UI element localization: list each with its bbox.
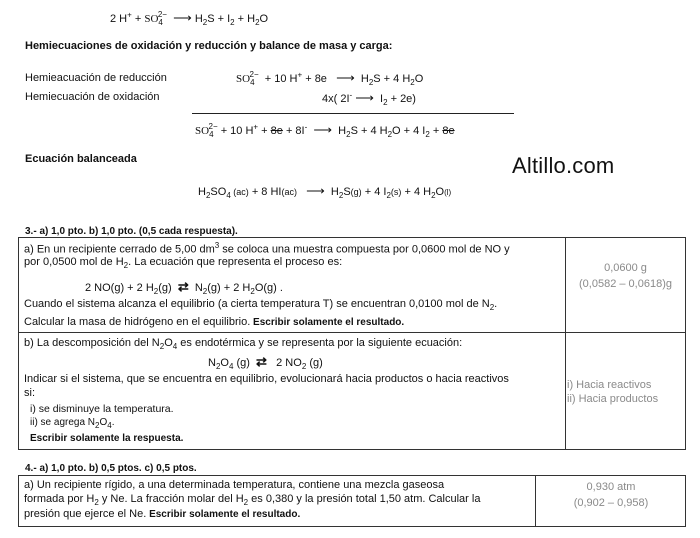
q3a-line2a-sub: 2 [123, 261, 129, 271]
q4a-answer [536, 479, 686, 511]
q3b-item2-sub1: 2 [95, 421, 100, 430]
q4a-answer-value: 0,930 atm [586, 481, 636, 493]
sum-so4: SO [195, 125, 210, 137]
bal-h2o-sub: 2 [431, 191, 436, 201]
q3a-line4-text: Calcular la masa de hidrógeno en el equilibrio. [24, 316, 251, 328]
q3a-line3a-sub: 2 [489, 303, 495, 313]
sum-p7-strike: 8e [442, 125, 455, 137]
top-eq-rhs-b-sub: 2 [230, 18, 235, 28]
q4a-line2b: y Ne. La fracción molar del H [98, 493, 244, 505]
q3b-line3: si: [24, 387, 35, 399]
q3a-eq-a-sub: 2 [153, 287, 159, 297]
sum-p5-sub: 2 [387, 130, 393, 140]
q4a-answer-range: (0,902 – 0,958) [573, 497, 649, 509]
q3b-eq-e: (g) [306, 357, 323, 369]
q3a-eq-c-sub: 2 [202, 287, 208, 297]
q3a-equation [85, 279, 283, 296]
q3b-item2b: O [99, 417, 108, 428]
bal-plus3: + 4 H [401, 186, 432, 198]
sum-so4-sub: 4 [209, 130, 214, 140]
top-eq-rhs-c-sub: 2 [255, 18, 260, 28]
q3b-eq-c: (g) [233, 357, 250, 369]
sum-equation [195, 122, 455, 139]
reduction-label: Hemieacuación de reducción [25, 72, 167, 84]
q3a-eq-d: (g) + 2 H [207, 282, 251, 294]
q3a-line3b: . [494, 298, 498, 310]
q3a-eq-d-sub: 2 [250, 287, 255, 297]
q3a-line1b: se coloca una muestra compuesta por 0,0600 mol de NO y [219, 243, 510, 256]
q3a-answer-value: 0,0600 g [604, 262, 647, 274]
red-part4-sub: 2 [410, 78, 415, 88]
bal-so: SO [210, 186, 227, 198]
bal-h2o-state: (l) [444, 188, 452, 197]
top-eq-rhs-c: + H [234, 13, 256, 25]
q3b-eq-b: O [220, 357, 229, 369]
q3b-item1: i) se disminuye la temperatura. [30, 403, 174, 415]
q3b-eq-d: 2 NO [276, 357, 302, 369]
q3a-line2 [24, 256, 342, 270]
top-eq-lhs: 2 H [110, 13, 128, 25]
q3b-equation [208, 354, 323, 371]
q3b-line1 [24, 337, 462, 351]
q3b-eq-a-sub: 2 [215, 362, 221, 372]
ox-c: + 2e) [387, 93, 416, 105]
q4a-line3-text: presión que ejerce el Ne. [24, 508, 147, 520]
ox-arrow: ⟶ [355, 90, 374, 105]
top-eq-rhs-d: O [259, 13, 269, 25]
oxidation-equation [322, 90, 416, 107]
q3-row-divider [18, 332, 686, 333]
q3a-eq-c: N [194, 282, 203, 294]
q3b-line2: Indicar si el sistema, que se encuentra en equilibrio, evolucionará hacia productos o hacia reactivos [24, 373, 509, 385]
top-eq-rhs-b: S + I [207, 13, 231, 25]
red-so4-sub: 4 [250, 78, 255, 88]
q3b-line1a-sub: 2 [159, 342, 165, 352]
bal-i2-state: (s) [390, 187, 402, 197]
q3b-eq-b-sub: 4 [228, 362, 234, 372]
balanced-equation [198, 183, 451, 200]
q4a-line2b-sub: 2 [243, 498, 249, 508]
bal-arrow: ⟶ [306, 183, 325, 198]
sum-p6: O + 4 I [392, 125, 426, 137]
top-eq-arrow: ⟶ [173, 10, 192, 25]
q3a-line3a: Cuando el sistema alcanza el equilibrio (a cierta temperatura T) se encuentran 0,0100 mol de N [24, 298, 490, 310]
top-eq-so4-sup: 2− [157, 10, 167, 20]
q4a-line2a-sub: 2 [94, 498, 99, 508]
q4a-line2a: formada por H [24, 493, 95, 505]
ox-a: 4x( 2I [322, 93, 350, 105]
q3a-line4 [24, 316, 404, 328]
bal-h2o-rest: O [435, 186, 445, 198]
q3b-line1c: es endotérmica y se representa por la siguiente ecuación: [177, 337, 463, 349]
oxidation-label: Hemiecuación de oxidación [25, 91, 160, 103]
sum-p7: + [429, 125, 443, 137]
q4a-line2c: es 0,380 y la presión total 1,50 atm. Calcular la [248, 493, 481, 505]
q3a-line1a-sup: 3 [214, 241, 220, 250]
top-eq-plus: + [131, 13, 145, 25]
sum-p5: S + 4 H [350, 125, 388, 137]
bal-h2s-sub: 2 [338, 191, 344, 201]
sum-p4: H [338, 125, 347, 137]
balanced-heading: Ecuación balanceada [25, 153, 137, 165]
sum-divider [192, 113, 514, 114]
q3a-eq-e: O(g) . [254, 282, 283, 294]
q4-heading: 4.- a) 1,0 pto. b) 0,5 ptos. c) 0,5 ptos. [25, 463, 197, 474]
top-eq-rhs-a-sub: 2 [202, 18, 208, 28]
q3b-instruction: Escribir solamente la respuesta. [30, 433, 184, 444]
ox-a-sup: - [349, 90, 353, 100]
reduction-equation [236, 70, 423, 87]
bal-so-state: (ac) [230, 187, 249, 197]
brand-watermark: Altillo.com [512, 153, 615, 178]
ox-b-sub: 2 [383, 98, 388, 108]
red-so4: SO [236, 73, 251, 85]
q3b-line1a: b) La descomposición del N [24, 337, 160, 349]
q3b-item2 [30, 417, 115, 430]
sum-p6-sub: 2 [425, 130, 430, 140]
bal-i2-sub: 2 [386, 191, 391, 201]
bal-h2s-rest: S [343, 186, 351, 198]
q4a-line1: a) Un recipiente rígido, a una determinada temperatura, contiene una mezcla gaseosa [24, 479, 445, 491]
q3a-line4-bold: Escribir solamente el resultado. [250, 317, 405, 328]
sum-p2: + [258, 125, 271, 137]
bal-hi-state: (ac) [281, 187, 297, 197]
bal-h2s: H [330, 186, 339, 198]
q3b-answer1: i) Hacia reactivos [567, 379, 652, 391]
q3a-line1 [24, 241, 510, 256]
bal-h2s-state: (g) [350, 187, 362, 197]
bal-h: H [198, 186, 206, 198]
red-part1-sup: + [297, 70, 303, 80]
q3b-eq-a: N [208, 357, 216, 369]
q4a-line3-bold: Escribir solamente el resultado. [146, 509, 301, 520]
bal-plus1: + 8 HI [248, 186, 282, 198]
red-part2: + 8e [302, 73, 327, 85]
red-part3-sub: 2 [368, 78, 374, 88]
q3a-line2a: por 0,0500 mol de H [24, 256, 124, 268]
top-eq-rhs-a: H [194, 13, 203, 25]
red-part5: O [414, 73, 424, 85]
top-equation [110, 10, 268, 27]
q3a-eq-arrow: ⇄ [177, 279, 189, 294]
q3b-item2a: ii) se agrega N [30, 417, 96, 428]
red-part3: H [360, 73, 369, 85]
red-so4-sup: 2− [249, 70, 259, 80]
q3b-item2-sub2: 4 [107, 421, 112, 430]
q3b-line1b: O [164, 337, 173, 349]
q3a-line3 [24, 298, 497, 312]
top-eq-so4-sub: 4 [158, 18, 163, 28]
sum-p1-sup: + [253, 122, 259, 132]
ox-b: I [380, 93, 384, 105]
q3b-item2c: . [111, 417, 115, 428]
q3b-answer2: ii) Hacia productos [567, 393, 659, 405]
bal-so-sub: 4 [226, 191, 231, 201]
q3a-eq-b: (g) [158, 282, 172, 294]
red-arrow: ⟶ [336, 70, 355, 85]
top-eq-so4: SO [144, 13, 159, 25]
sum-p1: + 10 H [220, 125, 254, 137]
top-eq-sup: + [127, 10, 132, 20]
sum-p2-strike: 8e [270, 125, 283, 137]
red-part4: S + 4 H [373, 73, 411, 85]
q3a-line1a: a) En un recipiente cerrado de 5,00 dm [24, 243, 215, 256]
q3b-eq-arrow: ⇄ [256, 354, 267, 369]
q4a-line2 [24, 493, 480, 507]
sum-p3: + 8I [282, 125, 305, 137]
section-heading: Hemiecuaciones de oxidación y reducción y balance de masa y carga: [25, 40, 393, 52]
q3a-answer [566, 260, 685, 292]
sum-so4-sup: 2− [208, 122, 218, 132]
q3b-answer [567, 378, 658, 406]
q3a-eq-a: 2 NO(g) + 2 H [85, 282, 154, 294]
red-part1: + 10 H [264, 73, 298, 85]
sum-arrow: ⟶ [313, 122, 333, 137]
sum-p4-sub: 2 [346, 130, 351, 140]
sum-p3-sup: - [304, 122, 308, 132]
bal-plus2: + 4 I [361, 186, 387, 198]
bal-h-sub: 2 [205, 191, 211, 201]
q3b-eq-d-sub: 2 [301, 362, 307, 372]
q3a-line2b: . La ecuación que representa el proceso es: [128, 256, 343, 268]
q3a-answer-range: (0,0582 – 0,0618)g [579, 278, 672, 290]
q4a-line3 [24, 508, 300, 520]
q3-heading: 3.- a) 1,0 pto. b) 1,0 pto. (0,5 cada respuesta). [25, 226, 238, 237]
q3b-line1b-sub: 4 [172, 342, 178, 352]
